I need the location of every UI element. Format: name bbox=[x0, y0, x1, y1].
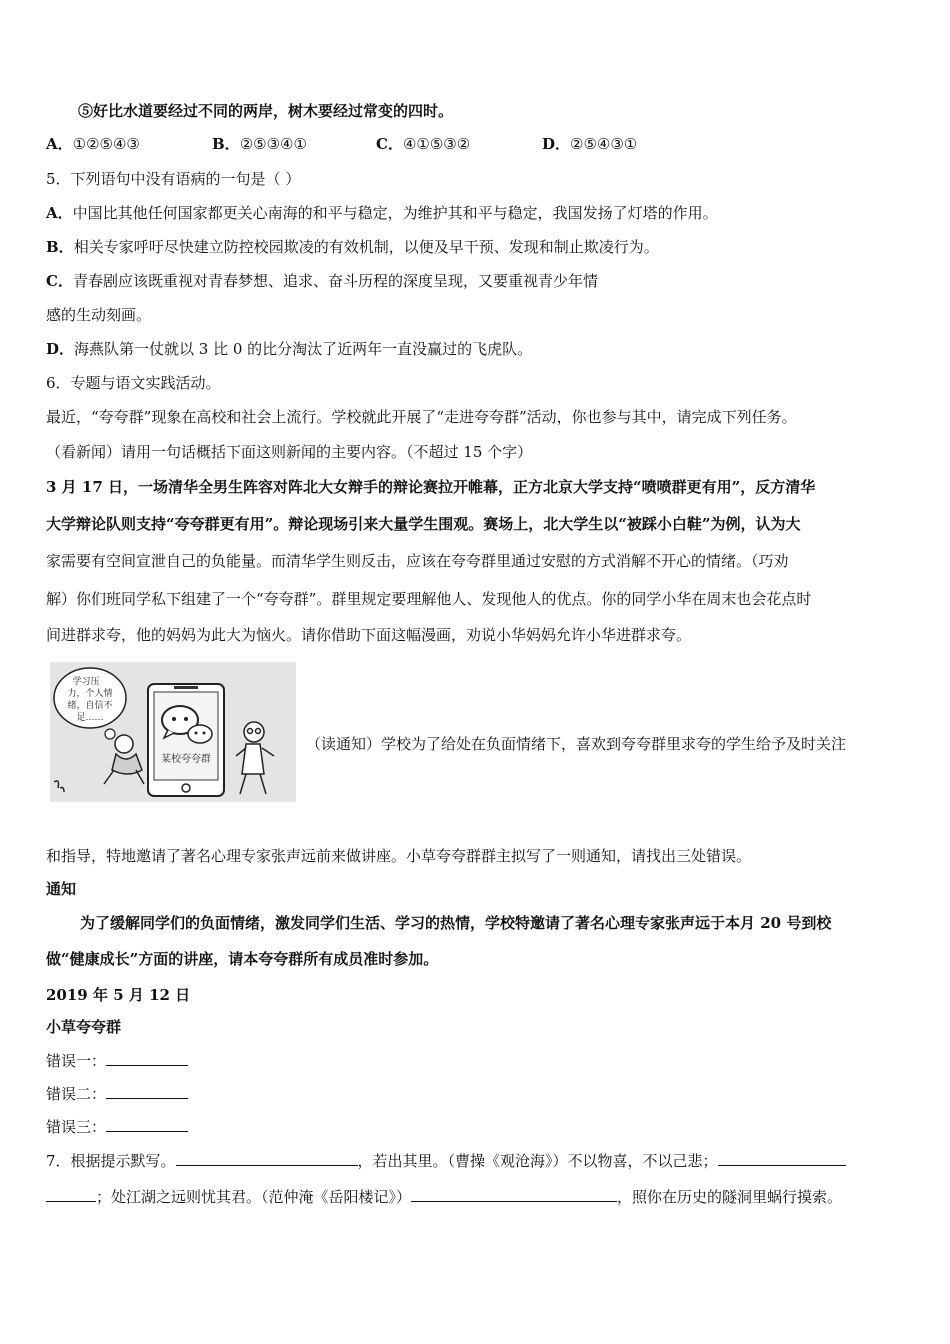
bubble-line-1: 学习压 bbox=[72, 676, 100, 686]
q7-line-1: 7．根据提示默写。 ，若出其里。（曹操《观沧海》）不以物喜，不以己悲； bbox=[46, 1150, 846, 1172]
q5-option-c: C．青春剧应该既重视对青春梦想、追求、奋斗历程的深度呈现，又要重视青少年情 bbox=[46, 272, 598, 290]
q7-blank-2b[interactable] bbox=[46, 1186, 96, 1202]
q6-news-line-1: 3 月 17 日，一场清华全男生阵容对阵北大女辩手的辩论赛拉开帷幕，正方北京大学支持“喷喷群更有用”，反方清华 bbox=[46, 478, 816, 496]
q7-line-2: ；处江湖之远则忧其君。（范仲淹《岳阳楼记》） ，照你在历史的隧洞里蜗行摸索。 bbox=[46, 1186, 842, 1208]
q4-option-d: D．②⑤④③① bbox=[542, 135, 638, 153]
q4-option-c: C．④①⑤③② bbox=[376, 135, 471, 153]
q5-option-d: D．海燕队第一仗就以 3 比 0 的比分淘汰了近两年一直没赢过的飞虎队。 bbox=[46, 340, 533, 358]
q7-blank-1[interactable] bbox=[176, 1150, 358, 1166]
bubble-line-3: 绪，自信不 bbox=[67, 700, 113, 710]
q6-news-line-3: 家需要有空间宣泄自己的负能量。而清华学生则反击，应该在夸夸群里通过安慰的方式消解不开心的情绪。（巧劝 bbox=[46, 552, 789, 570]
q5-option-b: B．相关专家呼吁尽快建立防控校园欺凌的有效机制，以便及早干预、发现和制止欺凌行为。 bbox=[46, 238, 659, 256]
q5-option-c-cont: 感的生动刻画。 bbox=[46, 306, 152, 324]
q5-option-a: A．中国比其他任何国家都更关心南海的和平与稳定，为维护其和平与稳定，我国发扬了灯塔的作用。 bbox=[46, 204, 718, 222]
q6-task-persuade-2: 间进群求夸，他的妈妈为此大为恼火。请你借助下面这幅漫画，劝说小华妈妈允许小华进群求夸。 bbox=[46, 626, 692, 644]
error-two-blank[interactable] bbox=[106, 1083, 188, 1099]
q6-task-news: （看新闻）请用一句话概括下面这则新闻的主要内容。（不超过 15 个字） bbox=[46, 443, 533, 461]
q6-task-notice-1: （读通知）学校为了给处在负面情绪下，喜欢到夸夸群里求夸的学生给予及时关注 bbox=[306, 735, 847, 753]
q4-item-5: ⑤好比水道要经过不同的两岸，树木要经过常变的四时。 bbox=[78, 102, 454, 120]
q7-blank-2a[interactable] bbox=[718, 1150, 846, 1166]
notice-title: 通知 bbox=[46, 880, 77, 898]
q7-blank-3[interactable] bbox=[411, 1186, 617, 1202]
q4-option-b: B．②⑤③④① bbox=[212, 135, 307, 153]
error-three-row: 错误三： bbox=[46, 1116, 188, 1138]
q6-intro: 最近，“夸夸群”现象在高校和社会上流行。学校就此开展了“走进夸夸群”活动，你也参与其中，请完成下列任务。 bbox=[46, 408, 797, 426]
q6-news-line-2: 大学辩论队则支持“夸夸群更有用”。辩论现场引来大量学生围观。赛场上，北大学生以“被踩小白鞋”为例，认为大 bbox=[46, 515, 801, 533]
cartoon-illustration bbox=[50, 662, 296, 802]
notice-body-1: 为了缓解同学们的负面情绪，激发同学们生活、学习的热情，学校特邀请了著名心理专家张声远于本月 20 号到校 bbox=[80, 914, 832, 932]
error-two-row: 错误二： bbox=[46, 1083, 188, 1105]
bubble-line-4: 足…… bbox=[76, 712, 104, 722]
cartoon-drawing bbox=[50, 662, 296, 802]
q5-stem: 5．下列语句中没有语病的一句是（ ） bbox=[46, 170, 301, 188]
phone-label: 某校夸夸群 bbox=[161, 754, 211, 765]
error-three-blank[interactable] bbox=[106, 1116, 188, 1132]
q6-task-persuade-1: 解）你们班同学私下组建了一个“夸夸群”。群里规定要理解他人、发现他人的优点。你的同学小华在周末也会花点时 bbox=[46, 590, 812, 608]
phone-icon bbox=[148, 684, 224, 796]
bubble-line-2: 力，个人情 bbox=[67, 688, 113, 698]
notice-signer: 小草夸夸群 bbox=[46, 1018, 122, 1036]
q6-task-notice-2: 和指导，特地邀请了著名心理专家张声远前来做讲座。小草夸夸群群主拟写了一则通知，请找出三处错误。 bbox=[46, 847, 752, 865]
q6-stem: 6．专题与语文实践活动。 bbox=[46, 374, 221, 392]
notice-date: 2019 年 5 月 12 日 bbox=[46, 986, 191, 1004]
error-one-blank[interactable] bbox=[106, 1050, 188, 1066]
notice-body-2: 做“健康成长”方面的讲座，请本夸夸群所有成员准时参加。 bbox=[46, 950, 439, 968]
error-one-row: 错误一： bbox=[46, 1050, 188, 1072]
q4-option-a: A．①②⑤④③ bbox=[46, 135, 140, 153]
